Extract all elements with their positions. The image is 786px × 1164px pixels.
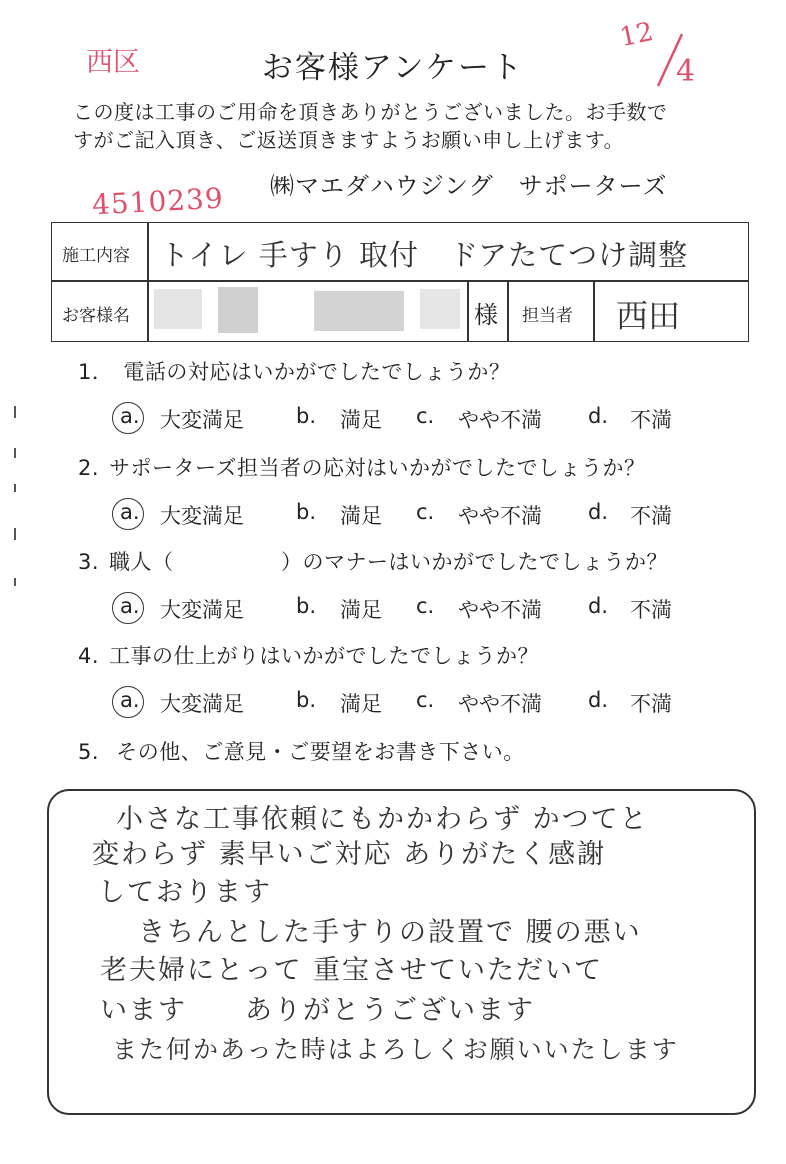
option-a-label[interactable]: 大変満足 (160, 504, 244, 528)
question-5 (78, 736, 525, 766)
margin-mark (14, 578, 16, 586)
customer-label-cell (51, 280, 149, 342)
redacted-block (314, 291, 404, 331)
comment-line: きちんとした手すりの設置で 腰の悪い (138, 917, 642, 948)
comment-line: 小さな工事依頼にもかかわらず かつてと (116, 804, 649, 835)
customer-suffix: 様 (474, 301, 498, 329)
option-d-label[interactable]: 不満 (630, 598, 672, 622)
comment-line: 変わらず 素早いご対応 ありがたく感謝 (92, 839, 607, 870)
comment-line: 老夫婦にとって 重宝させていただいて (100, 955, 604, 986)
area-tag: 西区 (86, 47, 140, 78)
question-number: 4. (78, 644, 100, 668)
selected-answer-circle (112, 592, 144, 624)
option-a-letter[interactable]: a. (120, 404, 140, 428)
option-c-letter[interactable]: c. (416, 594, 435, 618)
question-text: 工事の仕上がりはいかがでしたでしょうか？ (109, 644, 540, 668)
option-a-letter[interactable]: a. (120, 594, 140, 618)
selected-answer-circle (112, 686, 144, 718)
customer-label: お客様名 (62, 306, 130, 326)
staff-value: 西田 (616, 297, 681, 335)
intro-line-1: この度は工事のご用命を頂きありがとうございました。お手数で (73, 100, 668, 124)
redacted-block (218, 287, 258, 333)
margin-mark (14, 484, 16, 492)
staff-label-cell (507, 280, 595, 342)
option-b-letter[interactable]: b. (296, 594, 317, 618)
option-d-label[interactable]: 不満 (630, 408, 672, 432)
staff-value-cell (593, 280, 749, 342)
question-3 (78, 546, 668, 576)
selected-answer-circle (112, 498, 144, 530)
comment-line: しております (98, 877, 272, 908)
option-d-letter[interactable]: d. (588, 404, 609, 428)
question-number: 3. (78, 550, 100, 574)
option-a-label[interactable]: 大変満足 (160, 692, 244, 716)
option-a-letter[interactable]: a. (120, 500, 140, 524)
option-b-letter[interactable]: b. (296, 688, 317, 712)
comment-line: また何かあった時はよろしくお願いいたします (112, 1035, 679, 1064)
question-text: その他、ご意見・ご要望をお書き下さい。 (116, 740, 525, 764)
option-c-label[interactable]: やや不満 (458, 504, 542, 528)
option-b-label[interactable]: 満足 (340, 504, 382, 528)
question-text: サポーターズ担当者の応対はいかがでしたでしょうか？ (109, 456, 646, 480)
option-a-label[interactable]: 大変満足 (160, 408, 244, 432)
date-month: 12 (617, 16, 656, 54)
question-number: 5. (78, 740, 100, 764)
option-b-letter[interactable]: b. (296, 404, 317, 428)
staff-label: 担当者 (522, 306, 573, 326)
redacted-block (154, 289, 202, 329)
option-c-letter[interactable]: c. (416, 404, 435, 428)
option-c-letter[interactable]: c. (416, 500, 435, 524)
redacted-block (420, 289, 460, 329)
customer-name-cell (147, 280, 469, 342)
suffix-cell (467, 280, 509, 342)
intro-text (73, 98, 753, 154)
question-4 (78, 640, 539, 670)
option-d-letter[interactable]: d. (588, 688, 609, 712)
question-1 (78, 356, 510, 386)
margin-mark (14, 406, 16, 418)
comment-line: います ありがとうございます (100, 995, 535, 1026)
option-b-label[interactable]: 満足 (340, 408, 382, 432)
work-label: 施工内容 (62, 246, 130, 266)
customer-number: 4510239 (91, 181, 225, 222)
question-number: 2. (78, 456, 100, 480)
option-a-label[interactable]: 大変満足 (160, 598, 244, 622)
option-c-letter[interactable]: c. (416, 688, 435, 712)
option-b-label[interactable]: 満足 (340, 692, 382, 716)
option-d-label[interactable]: 不満 (630, 692, 672, 716)
company-name: ㈱マエダハウジング サポーターズ (270, 172, 668, 200)
date-day: 4 (676, 54, 696, 89)
option-d-letter[interactable]: d. (588, 500, 609, 524)
work-label-cell (51, 222, 149, 282)
option-a-letter[interactable]: a. (120, 688, 140, 712)
work-value: トイレ 手すり 取付 ドアたてつけ調整 (160, 238, 689, 272)
option-c-label[interactable]: やや不満 (458, 408, 542, 432)
selected-answer-circle (112, 402, 144, 434)
margin-mark (14, 528, 16, 540)
intro-line-2: すがご記入頂き、ご返送頂きますようお願い申し上げます。 (73, 128, 625, 152)
option-d-label[interactable]: 不満 (630, 504, 672, 528)
option-d-letter[interactable]: d. (588, 594, 609, 618)
margin-mark (14, 448, 16, 458)
option-b-letter[interactable]: b. (296, 500, 317, 524)
option-b-label[interactable]: 満足 (340, 598, 382, 622)
question-text: 職人（ ）のマナーはいかがでしたでしょうか？ (109, 550, 669, 574)
question-2 (78, 452, 646, 482)
work-value-cell (147, 222, 749, 282)
option-c-label[interactable]: やや不満 (458, 692, 542, 716)
question-text: 電話の対応はいかがでしたでしょうか？ (123, 360, 511, 384)
page-title: お客様アンケート (261, 50, 525, 86)
question-number: 1． (78, 360, 114, 384)
option-c-label[interactable]: やや不満 (458, 598, 542, 622)
